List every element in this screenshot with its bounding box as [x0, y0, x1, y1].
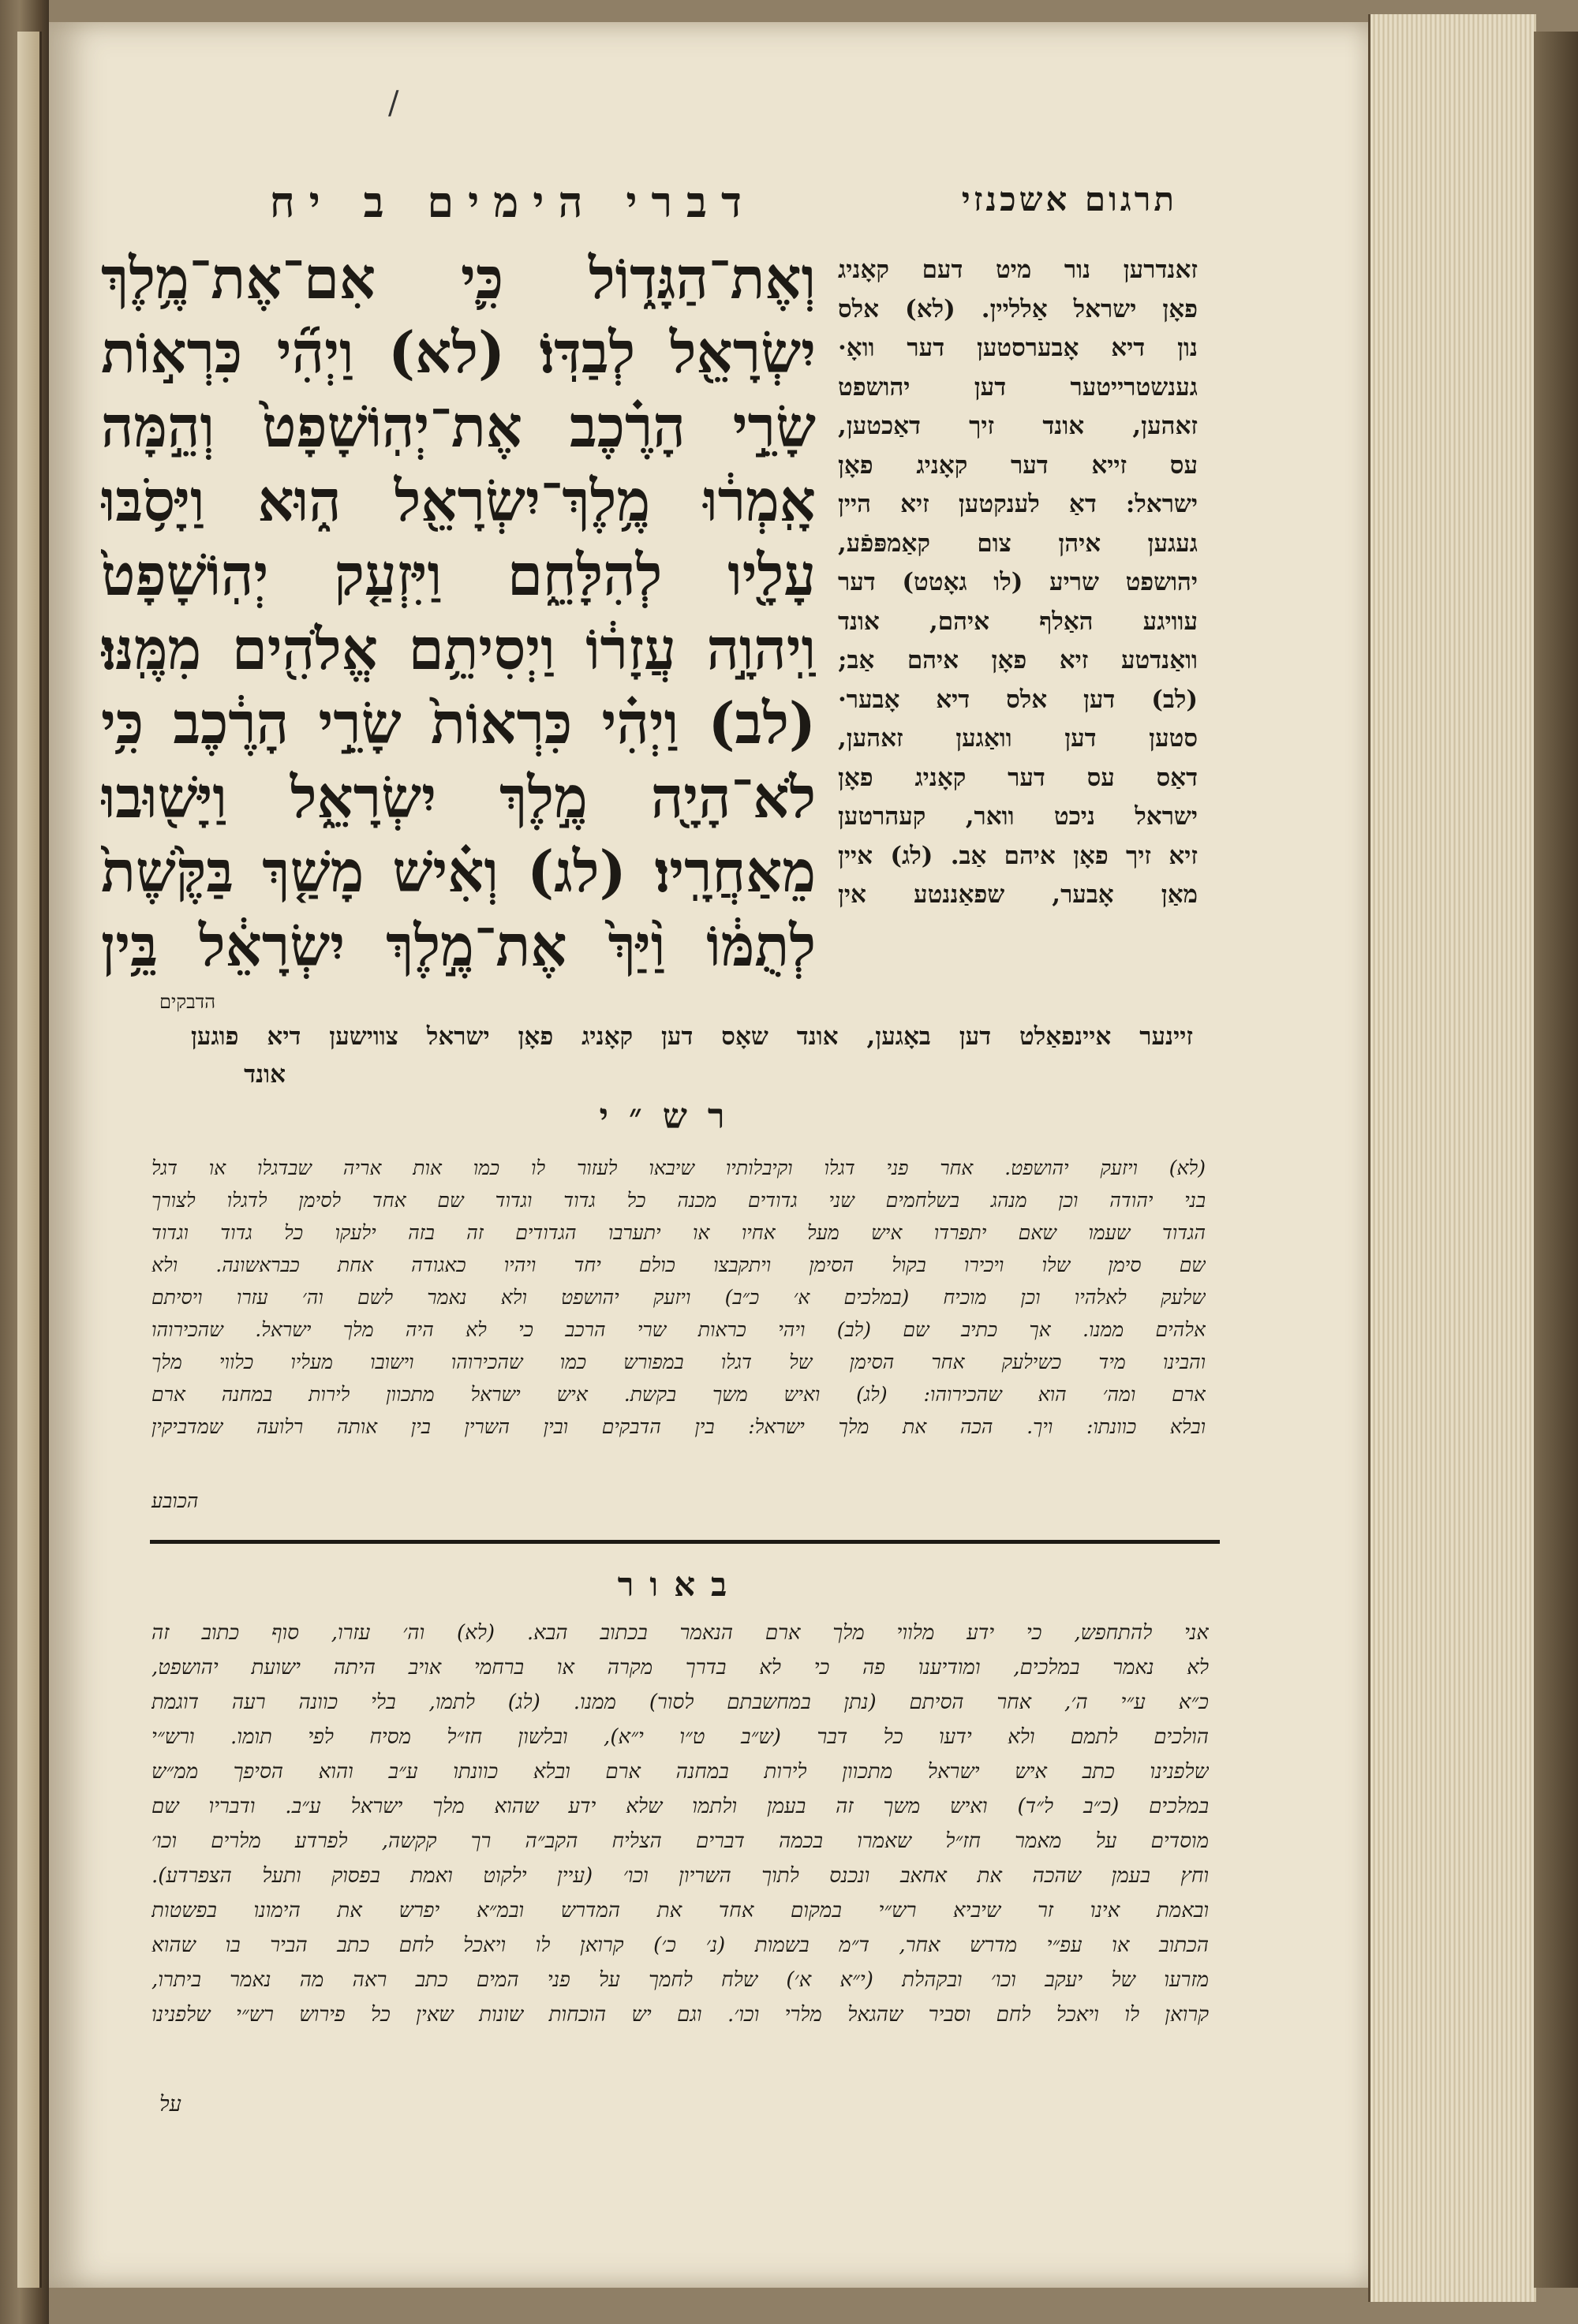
rashi-heading: רש״י	[599, 1097, 746, 1137]
judeo-german-translation	[838, 251, 1198, 915]
translation-line: מאַן אָבער, שפאַננטע אין	[838, 880, 1198, 909]
running-head-translation: תרגום אשכנזי	[961, 180, 1177, 219]
translation-line: זיא זיך פאָן איהם אַב. (לג) איין	[838, 841, 1198, 870]
translation-line: ישראל: דאַ לענקטען זיא היין	[838, 490, 1198, 518]
translation-line: (לב) דען אלס דיא אָבער·	[838, 685, 1198, 714]
rashi-line: בני יהודה וכן מנהג בשלחמים שני גדודים מכנה כל גדוד וגדוד שם אחד לסימן לדגלו לצורך	[151, 1189, 1206, 1212]
biur-line: וחץ בעמן שהכה את אחאב ונכנס לתוך השריון וכו׳ (עיין ילקוט ואמת בפסוק ותעל הצפרדע).	[151, 1864, 1209, 1888]
main-text-line: אָֽמְר֔וּ מֶ֥לֶךְ־יִשְׂרָאֵ֖ל ה֑וּא וַיָּסֹ֥בּוּ	[101, 467, 816, 534]
main-text-line: מֵאַחֲרָֽיו׃ (לג) וְאִ֗ישׁ מָשַׁ֤ךְ בַּקֶּ֙שֶׁת֙	[101, 838, 816, 905]
main-text-line: עָלָ֖יו לְהִלָּחֵ֑ם וַיִּזְעַ֤ק יְהֽוֹשָׁפָט֙	[101, 541, 816, 608]
biur-line: במלכים (כ״ב ל״ד) ואיש משך זה בעמן ולתמו שלא ידע שהוא מלך ישראל ע״ב. ודבריו שם	[151, 1795, 1209, 1818]
section-divider	[150, 1540, 1220, 1544]
translation-line: גענשטרייטער דען יהושפט	[838, 372, 1198, 402]
translation-full-width-line: זיינער איינפאַלט דען באָגען, אונד שאָס דען קאָניג פאָן ישראל צווישען דיא פוגען	[191, 1022, 1193, 1051]
rashi-line: והבינו מיד כשילעק אחר הסימן של דגלו במפורש כמו שהכירוהו וישובו מעליו כלווי מלך	[151, 1351, 1206, 1373]
main-text-line: וְאֶת־הַגָּד֑וֹל כִּ֛י אִם־אֶת־מֶ֥לֶךְ	[101, 245, 816, 312]
biur-line: לא נאמר במלכים, ומודיענו פה כי לא בדרך מקרה או ברחמי אויב היתה ישועת יהושפט,	[151, 1656, 1209, 1679]
book-cover-edge	[1534, 32, 1578, 2288]
rashi-catchword: הכובע	[151, 1489, 199, 1512]
biur-line: ובאמת אינו זר שיביא רש״י במקום אחד את המדרש ובמ״א יפרש את הימונו בפשטות	[151, 1899, 1209, 1922]
translation-line: יהושפט שריע (לו גאָטט) דער	[838, 568, 1198, 596]
biur-catchword: על	[159, 2092, 181, 2117]
main-text-line: שָׂרֵ֣י הָרֶ֗כֶב אֶת־יְהֽוֹשָׁפָט֙ וְהֵ֣מָּה	[101, 393, 816, 460]
rashi-line: שם סימן שלו ויכירו בקול הסימן ויתקבצו כולם יחד ויהיו כאגודה אחת כבראשונה. ולא	[151, 1254, 1206, 1276]
translation-line: זאהען, אונד זיך דאַכטען,	[838, 412, 1198, 440]
translation-line: פאָן ישראל אַלליין. (לא) אלס	[838, 294, 1198, 323]
main-catchword: הדבקים	[159, 991, 216, 1013]
biur-commentary	[151, 1616, 1209, 2032]
rashi-line: ובלא כוונתו: ויך. הכה את מלך ישראל: בין הדבקים ובין השרין בין אותה רלועה שמדביקין	[151, 1415, 1206, 1438]
main-text-line: (לב) וַיְהִ֗י כִּרְאוֹת֙ שָׂרֵ֣י הָרֶ֔כֶב כִּ֥י	[101, 689, 816, 757]
left-page-edge	[17, 32, 42, 2288]
translation-line: סטען דען וואַגען זאהען,	[838, 724, 1198, 753]
page-content	[49, 22, 1368, 2288]
biur-line: הכתוב או עפ״י מדרש אחר, ד״מ בשמות (נ׳ כ׳) קרואן לו ויאכל לחם כתב הביר בו שהוא	[151, 1934, 1209, 1957]
main-text-line: יִשְׂרָאֵ֖ל לְבַדּֽוֹ׃ (לא) וַיְהִ֞י כִּרְא֣וֹת	[101, 319, 816, 386]
rashi-line: (לא) ויזעק יהושפט. אחר פני דגלו וקיבלותיו שיבאו לעזור לו כמו אות אריה שבדגלו או דגל	[151, 1156, 1206, 1179]
biur-line: אני להתחפש, כי ידע מלווי מלך ארם הנאמר בכתוב הבא. (לא) וה׳ עזרו, סוף כתוב זה	[151, 1621, 1209, 1645]
rashi-line: הגדוד שעמו שאם יתפרדו איש מעל אחיו או יתערבו הגדודים זה בזה ילעקו כל גדוד וגדוד	[151, 1221, 1206, 1244]
biur-line: מוסדים על מאמר חז״ל שאמרו בכמה דברים הצליח הקב״ה רך קקשה, לפרדע מלרים וכו׳	[151, 1829, 1209, 1853]
biur-line: הולכים לתמם ולא ידעו כל דבר (ש״ב ט״ו י״א), ובלשון חז״ל מסיח לפי תומו. ורש״י	[151, 1725, 1209, 1749]
running-head-book: דברי הימים ב יח	[269, 177, 756, 227]
pen-mark: /	[388, 85, 399, 121]
biur-line: שלפנינו כתב איש ישראל מתכוון לירות במחנה ארם ובלא כוונתו ע״ב והוא הסיפך ממ״ש	[151, 1760, 1209, 1784]
book-page	[49, 22, 1368, 2288]
main-text-line: לְתֻמּ֔וֹ וַ֨יַּךְ֙ אֶת־מֶ֣לֶךְ יִשְׂרָאֵ֔ל בֵּ֥ין	[101, 912, 816, 979]
rashi-commentary	[151, 1152, 1206, 1443]
biur-line: קרואן לו ויאכל לחם וסביר שהגאל מלרי וכו׳. וגם יש הוכחות שונות שאין כל פירוש רש״י שלפנינו	[151, 2003, 1209, 2027]
rashi-line: שלעק לאלהיו וכן מוכיח (במלכים א׳ כ״ב) ויזעק יהושפט ולא נאמר לשם וה׳ עזרו ויסיתם	[151, 1286, 1206, 1309]
biur-line: כ״א ע״י ה׳, אחר הסיתם (נתן במחשבתם לסור) ממנו. (לג) לתמו, בלי כוונה רעה דוגמת	[151, 1691, 1209, 1714]
translation-line: דאַס עס דער קאָניג פאָן	[838, 763, 1198, 792]
biur-heading: באור	[617, 1565, 743, 1604]
main-text-line: לֹא־הָיָ֖ה מֶ֣לֶךְ יִשְׂרָאֵ֑ל וַיָּשׁ֖וּבוּ	[101, 764, 816, 831]
rashi-line: ארם ומה׳ הוא שהכירוהו: (לג) ואיש משך בקשת. איש ישראל מתכוון לירות במחנה ארם	[151, 1383, 1206, 1406]
main-text-line: וַֽיהוָ֣ה עֲזָר֔וֹ וַיְסִיתֵ֥ם אֱלֹהִ֖ים מִמֶּֽנּוּ׃	[101, 615, 816, 682]
translation-line: געגען איהן צום קאַמפּפֿע,	[838, 529, 1198, 558]
translation-line: עוויגע האַלף איהם, אונד	[838, 607, 1198, 636]
translation-line: וואַנדטע זיא פאָן איהם אַב;	[838, 646, 1198, 674]
translation-last-word: אונד	[244, 1060, 286, 1089]
page-stack-edge	[1368, 14, 1536, 2302]
translation-line: נון דיא אָבערסטען דער וואָ·	[838, 334, 1198, 362]
hebrew-main-text	[101, 241, 816, 983]
biur-line: מזרעו של יעקב וכו׳ ובקהלת (י״א א׳) שלח לחמך על פני המים כתב ראה מה נאמר ביתרו,	[151, 1968, 1209, 1992]
translation-line: ישראל ניכט וואר, קעהרטען	[838, 802, 1198, 831]
rashi-line: אלהים ממנו. אך כתיב שם (לב) ויהי כראות שרי הרכב כי לא היה מלך ישראל. שהכירוהו	[151, 1318, 1206, 1341]
translation-line: זאנדרען נור מיט דעם קאָניג	[838, 256, 1198, 284]
translation-line: עס זייא דער קאָניג פאָן	[838, 450, 1198, 480]
